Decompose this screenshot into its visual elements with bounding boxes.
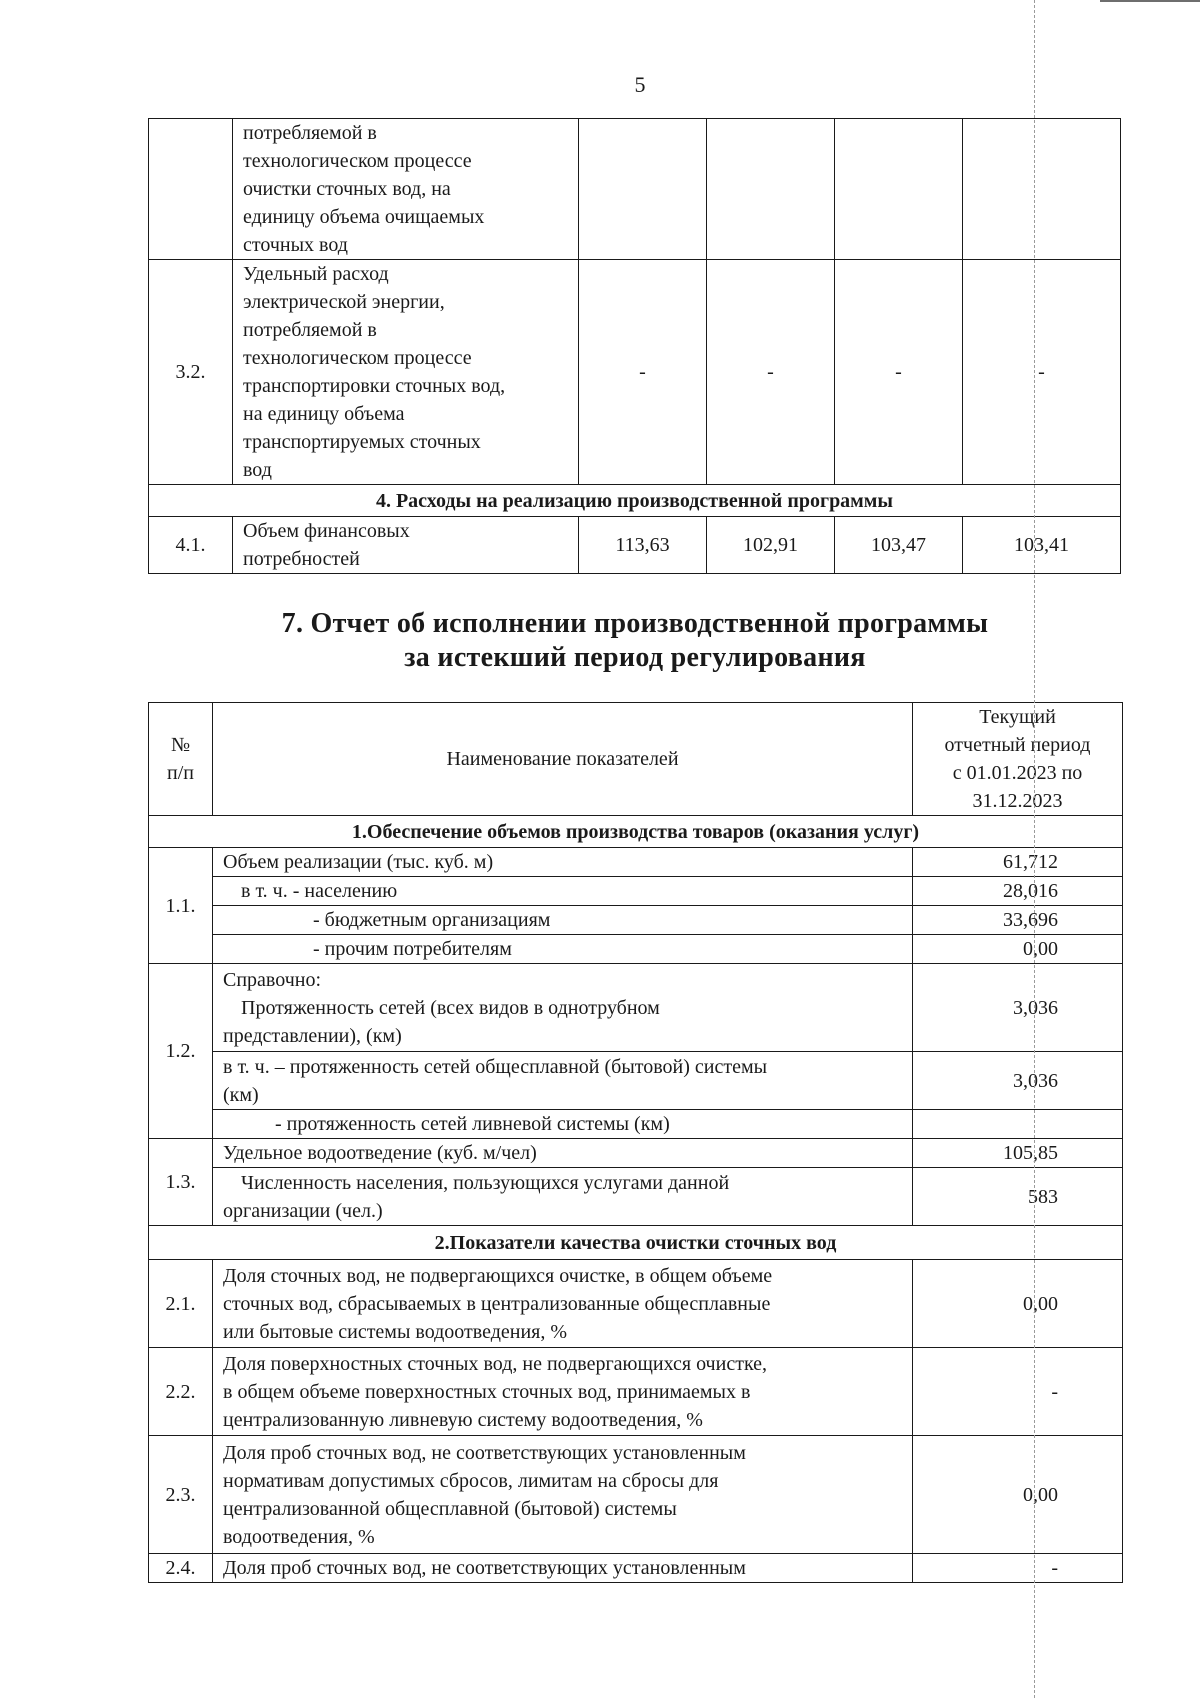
value-cell: [963, 119, 1121, 260]
value-cell: 105,85: [913, 1139, 1123, 1168]
text-line: 31.12.2023: [972, 790, 1063, 812]
row-number: 3.2.: [149, 260, 233, 485]
value-cell: 0,00: [913, 1260, 1123, 1348]
table-row: [149, 906, 1123, 935]
value-cell: -: [707, 260, 835, 485]
value-cell: 33,696: [913, 906, 1123, 935]
text-line: с 01.01.2023 по: [952, 762, 1083, 784]
report-subtitle: за истекший период регулирования: [404, 642, 866, 673]
row-number: 2.4.: [149, 1554, 213, 1583]
text-line: потребляемой в: [243, 319, 377, 341]
page-number: 5: [634, 72, 646, 97]
value-cell: [707, 119, 835, 260]
indicator-name: Объем реализации (тыс. куб. м): [213, 848, 913, 877]
table-row: [149, 260, 1121, 485]
text-line: (км): [223, 1083, 259, 1106]
table-row: [149, 935, 1123, 964]
text-line: отчетный период: [944, 734, 1091, 756]
text-line: Удельный расход: [243, 263, 389, 285]
section-heading: 4. Расходы на реализацию производственной программы: [149, 485, 1121, 517]
text-line: представлении), (км): [223, 1024, 402, 1047]
value-cell: -: [835, 260, 963, 485]
value-cell: 28,016: [913, 877, 1123, 906]
row-number: [149, 119, 233, 260]
text-line: Справочно:: [223, 968, 322, 991]
indicator-name: Удельное водоотведение (куб. м/чел): [213, 1139, 913, 1168]
text-line: Объем финансовых: [243, 520, 410, 542]
row-number: 4.1.: [149, 517, 233, 574]
section-heading: 1.Обеспечение объемов производства товаров (оказания услуг): [149, 816, 1123, 848]
text-line: организации (чел.): [223, 1199, 383, 1222]
table-row: [149, 1052, 1123, 1110]
value-cell: 0,00: [913, 1436, 1123, 1554]
scan-fold-line: [1034, 0, 1035, 1698]
text-line: в т. ч. – протяженность сетей общесплавной (бытовой) системы: [223, 1055, 768, 1078]
table-row: [149, 1554, 1123, 1583]
value-cell: -: [579, 260, 707, 485]
text-line: Доля поверхностных сточных вод, не подвергающихся очистке,: [223, 1352, 768, 1375]
row-number: 1.3.: [149, 1139, 213, 1226]
indicator-name: [233, 517, 579, 574]
value-cell: 61,712: [913, 848, 1123, 877]
value-cell: 3,036: [913, 1052, 1123, 1110]
table-row: [149, 1168, 1123, 1226]
text-line: потребляемой в: [243, 122, 377, 144]
indicator-name: [213, 1052, 913, 1110]
text-line: Численность населения, пользующихся услугами данной: [241, 1171, 730, 1194]
text-line: транспортируемых сточных: [243, 431, 481, 453]
text-line: на единицу объема: [243, 403, 405, 425]
value-cell: -: [963, 260, 1121, 485]
value-cell: 102,91: [707, 517, 835, 574]
text-line: Текущий: [979, 706, 1056, 728]
text-line: транспортировки сточных вод,: [243, 375, 506, 397]
text-line: технологическом процессе: [243, 347, 472, 369]
text-line: сточных вод, сбрасываемых в централизованные общесплавные: [223, 1292, 771, 1315]
table-row: [149, 1110, 1123, 1139]
text-line: технологическом процессе: [243, 150, 472, 172]
indicator-name: [213, 1348, 913, 1436]
text-line: п/п: [167, 762, 194, 784]
text-line: нормативам допустимых сбросов, лимитам на сбросы для: [223, 1469, 719, 1492]
row-number: 1.1.: [149, 848, 213, 964]
text-line: вод: [243, 459, 272, 481]
header-period: [913, 703, 1123, 816]
text-line: электрической энергии,: [243, 291, 445, 313]
indicator-name: [233, 119, 579, 260]
table-row: [149, 1436, 1123, 1554]
row-number: 2.1.: [149, 1260, 213, 1348]
table-row: [149, 1139, 1123, 1168]
indicator-name: Доля проб сточных вод, не соответствующих установленным: [213, 1554, 913, 1583]
table-row: [149, 517, 1121, 574]
text-line: Доля сточных вод, не подвергающихся очистке, в общем объеме: [223, 1264, 773, 1287]
value-cell: 583: [913, 1168, 1123, 1226]
value-cell: -: [913, 1554, 1123, 1583]
indicator-name: - прочим потребителям: [213, 935, 913, 964]
table-row: [149, 964, 1123, 1052]
value-cell: 0,00: [913, 935, 1123, 964]
text-line: в общем объеме поверхностных сточных вод, принимаемых в: [223, 1380, 751, 1403]
value-cell: 3,036: [913, 964, 1123, 1052]
table-row: [149, 119, 1121, 260]
table-row: [149, 877, 1123, 906]
text-line: Доля проб сточных вод, не соответствующих установленным: [223, 1441, 746, 1464]
value-cell: 103,47: [835, 517, 963, 574]
indicator-name: [213, 1260, 913, 1348]
text-line: Протяженность сетей (всех видов в однотрубном: [241, 996, 660, 1019]
table-row: [149, 1348, 1123, 1436]
table-row: [149, 485, 1121, 517]
value-cell: 103,41: [963, 517, 1121, 574]
text-line: очистки сточных вод, на: [243, 178, 451, 200]
top-table: [148, 118, 1121, 574]
value-cell: -: [913, 1348, 1123, 1436]
value-cell: [835, 119, 963, 260]
indicator-name: - протяженность сетей ливневой системы (км): [213, 1110, 913, 1139]
text-line: или бытовые системы водоотведения, %: [223, 1320, 568, 1343]
indicator-name: в т. ч. - населению: [213, 877, 913, 906]
section-heading: 2.Показатели качества очистки сточных вод: [149, 1226, 1123, 1260]
value-cell: [579, 119, 707, 260]
text-line: централизованной общесплавной (бытовой) системы: [223, 1497, 677, 1520]
report-title: 7. Отчет об исполнении производственной программы: [281, 608, 989, 639]
indicator-name: [213, 1436, 913, 1554]
text-line: потребностей: [243, 548, 360, 570]
indicator-name: [213, 964, 913, 1052]
row-number: 2.3.: [149, 1436, 213, 1554]
value-cell: 113,63: [579, 517, 707, 574]
header-number: [149, 703, 213, 816]
header-name: Наименование показателей: [213, 703, 913, 816]
row-number: 1.2.: [149, 964, 213, 1139]
indicator-name: [213, 1168, 913, 1226]
table-row: [149, 816, 1123, 848]
text-line: централизованную ливневую систему водоотведения, %: [223, 1408, 703, 1431]
indicator-name: - бюджетным организациям: [213, 906, 913, 935]
table-row: [149, 848, 1123, 877]
text-line: водоотведения, %: [223, 1525, 375, 1548]
table-header-row: [149, 703, 1123, 816]
table-row: [149, 1260, 1123, 1348]
text-line: №: [170, 734, 191, 756]
indicator-name: [233, 260, 579, 485]
table-row: [149, 1226, 1123, 1260]
value-cell: [913, 1110, 1123, 1139]
text-line: единицу объема очищаемых: [243, 206, 485, 228]
text-line: сточных вод: [243, 234, 348, 256]
scan-corner-mark: [1100, 0, 1200, 2]
row-number: 2.2.: [149, 1348, 213, 1436]
report-table: [148, 702, 1123, 1583]
